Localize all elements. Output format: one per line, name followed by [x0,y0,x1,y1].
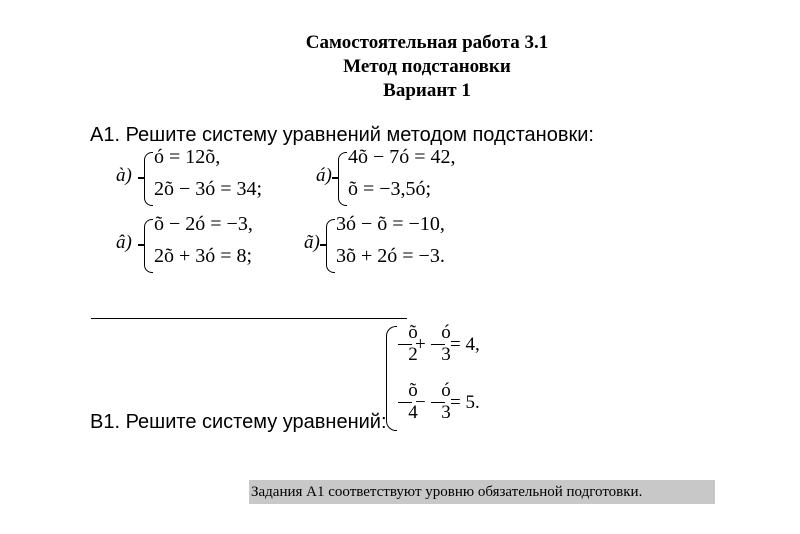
system-a-label: à) [116,165,132,186]
page-subtitle: Метод подстановки [343,56,511,77]
denominator: 4 [408,402,418,423]
system-a-eq1: ó = 12õ, [154,146,221,168]
system-brace [144,152,153,206]
operator: + [415,334,426,355]
system-brace [144,219,153,273]
separator-line [91,318,407,319]
equation-rhs: = 4, [450,334,480,355]
system-b-label: á) [316,165,332,186]
variant-label: Вариант 1 [383,80,471,101]
page-title: Самостоятельная работа 3.1 [305,32,549,53]
numerator: ó [441,380,451,401]
system-a-eq2: 2õ − 3ó = 34; [154,178,263,200]
task-b1-text: В1. Решите систему уравнений: [90,411,387,433]
system-d-label: ã) [304,232,320,253]
numerator: ó [441,322,451,343]
system-brace [386,326,397,431]
denominator: 3 [441,402,451,423]
operator: − [415,392,426,413]
system-b-eq1: 4õ − 7ó = 42, [348,146,456,168]
footnote-highlight: Задания А1 соответствуют уровню обязательной подготовки. [249,480,715,504]
system-b-eq2: õ = −3,5ó; [348,178,432,200]
denominator: 2 [408,344,418,365]
system-c-eq1: õ − 2ó = −3, [154,213,253,235]
system-brace [326,219,335,273]
system-d-eq2: 3õ + 2ó = −3. [336,245,445,267]
system-c-label: â) [116,232,132,253]
denominator: 3 [441,344,451,365]
numerator: õ [408,322,418,343]
numerator: õ [408,380,418,401]
task-a1-text: А1. Решите систему уравнений методом подстановки: [90,124,594,146]
system-c-eq2: 2õ + 3ó = 8; [154,245,253,267]
system-brace [338,152,347,206]
system-d-eq1: 3ó − õ = −10, [336,213,445,235]
equation-rhs: = 5. [450,392,480,413]
